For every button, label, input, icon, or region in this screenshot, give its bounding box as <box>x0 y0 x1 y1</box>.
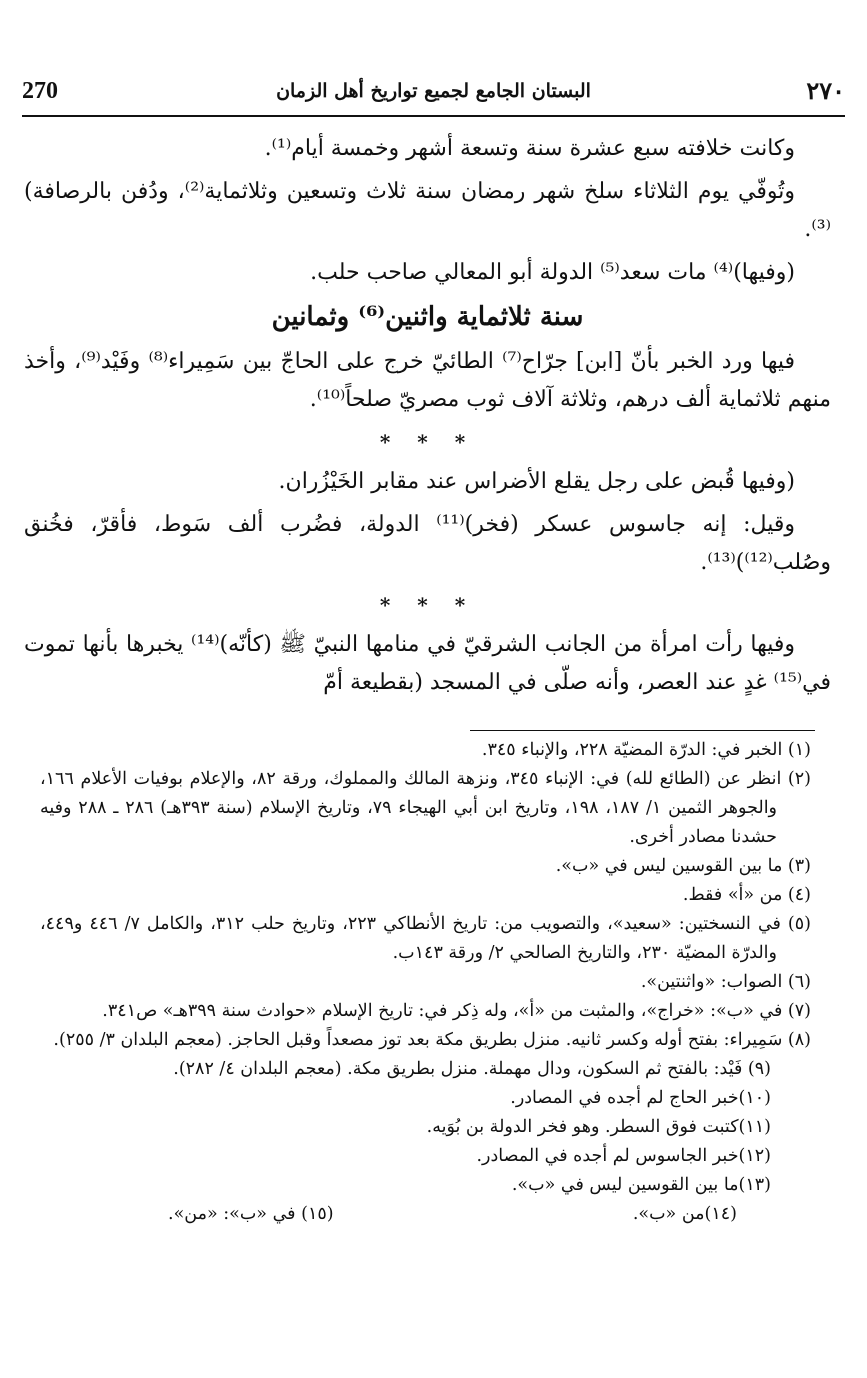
footnote: (١١)كتبت فوق السطر. وهو فخر الدولة بن بُوَيه. <box>426 1117 771 1137</box>
paragraph: (وفيها قُبض على رجل يقلع الأضراس عند مقابر الخَيْزُران. <box>278 469 795 494</box>
footnote: (١٤)من «ب». <box>632 1204 737 1224</box>
footnote: (١٢)خبر الجاسوس لم أجده في المصادر. <box>476 1146 771 1166</box>
paragraph: وتُوفّي يوم الثلاثاء سلخ شهر رمضان سنة ثلاث وتسعين وثلاثماية⁽²⁾، ودُفن بالرصافة)⁽³⁾. <box>24 179 831 242</box>
footnote: (١٠)خبر الحاج لم أجده في المصادر. <box>510 1088 771 1108</box>
footnote-rule <box>470 730 815 731</box>
header-rule <box>22 115 845 117</box>
footnote: (١) الخبر في: الدرّة المضيّة ٢٢٨، والإنباء ٣٤٥. <box>481 740 811 760</box>
book-title: البستان الجامع لجميع تواريخ أهل الزمان <box>276 80 591 102</box>
footnote-pair <box>40 1200 811 1229</box>
footnote: (١٣)ما بين القوسين ليس في «ب». <box>511 1175 771 1195</box>
paragraph: وكانت خلافته سبع عشرة سنة وتسعة أشهر وخمسة أيام⁽¹⁾. <box>264 136 795 161</box>
footnote: (٩) فَيْد: بالفتح ثم السكون، ودال مهملة. منزل بطريق مكة. (معجم البلدان ٤/ ٢٨٢). <box>173 1059 771 1079</box>
footnote: (٨) سَمِيراء: بفتح أوله وكسر ثانيه. منزل بطريق مكة بعد توز مصعداً وقبل الحاجز. (معجم البلدان ٣/ ٢٥٥). <box>53 1030 811 1050</box>
footnote: (٧) في «ب»: «خراج»، والمثبت من «أ»، وله ذِكر في: تاريخ الإسلام «حوادث سنة ٣٩٩هـ» ص٣٤١. <box>102 1001 811 1021</box>
running-header <box>22 72 845 112</box>
footnote: (٤) من «أ» فقط. <box>682 885 811 905</box>
page-number-arabic: ٢٧٠ <box>806 76 845 105</box>
footnote: (٦) الصواب: «واثنتين». <box>640 972 811 992</box>
footnote: (٢) انظر عن (الطائع لله) في: الإنباء ٣٤٥، ونزهة المالك والمملوك، ورقة ٨٢، والإعلام بوفيات الأعلام ١٦٦، والجوهر الثمين ١/ ١٨٧، ١٩٨، وتاريخ ابن أبي الهيجاء ٧٩، وتاريخ الإسلام (سنة ٣٩٣هـ) ٢٨٦ ـ ٢٨٨ وفيه حشدنا مصادر أخرى. <box>40 769 811 847</box>
section-heading: سنة ثلاثماية واثنين⁽⁶⁾ وثمانين <box>271 302 584 332</box>
footnote: (١٥) في «ب»: «من». <box>168 1204 334 1224</box>
paragraph: وقيل: إنه جاسوس عسكر (فخر)⁽¹¹⁾ الدولة، فضُرب ألف سَوط، فأقرّ، فخُنق وصُلب⁽¹²⁾)⁽¹³⁾. <box>24 512 831 575</box>
section-separator: * * * <box>379 430 476 454</box>
paragraph: فيها ورد الخبر بأنّ [ابن] جرّاح⁽⁷⁾ الطائيّ خرج على الحاجّ بين سَمِيراء⁽⁸⁾ وفَيْد⁽⁹⁾، وأخذ منهم ثلاثماية ألف درهم، وثلاثة آلاف ثوب مصريّ صلحاً⁽¹⁰⁾. <box>24 349 831 412</box>
section-separator: * * * <box>379 593 476 617</box>
footnotes <box>40 736 811 1229</box>
paragraph: وفيها رأت امرأة من الجانب الشرقيّ في منامها النبيّ ﷺ (كأنّه)⁽¹⁴⁾ يخبرها بأنها تموت في⁽¹⁵⁾ غدٍ عند العصر، وأنه صلّى في المسجد (بقطيعة أمّ <box>24 632 831 695</box>
page-number-latin: 270 <box>22 78 58 104</box>
main-text <box>24 130 831 707</box>
footnote: (٥) في النسختين: «سعيد»، والتصويب من: تاريخ الأنطاكي ٢٢٣، وتاريخ حلب ٣١٢، والكامل ٧/ ٤٤٦ و٤٤٩، والدرّة المضيّة ٢٣٠، والتاريخ الصالحي ٢/ ورقة ١٤٣ب. <box>40 914 811 963</box>
footnote: (٣) ما بين القوسين ليس في «ب». <box>555 856 811 876</box>
paragraph: (وفيها)⁽⁴⁾ مات سعد⁽⁵⁾ الدولة أبو المعالي صاحب حلب. <box>310 260 795 285</box>
